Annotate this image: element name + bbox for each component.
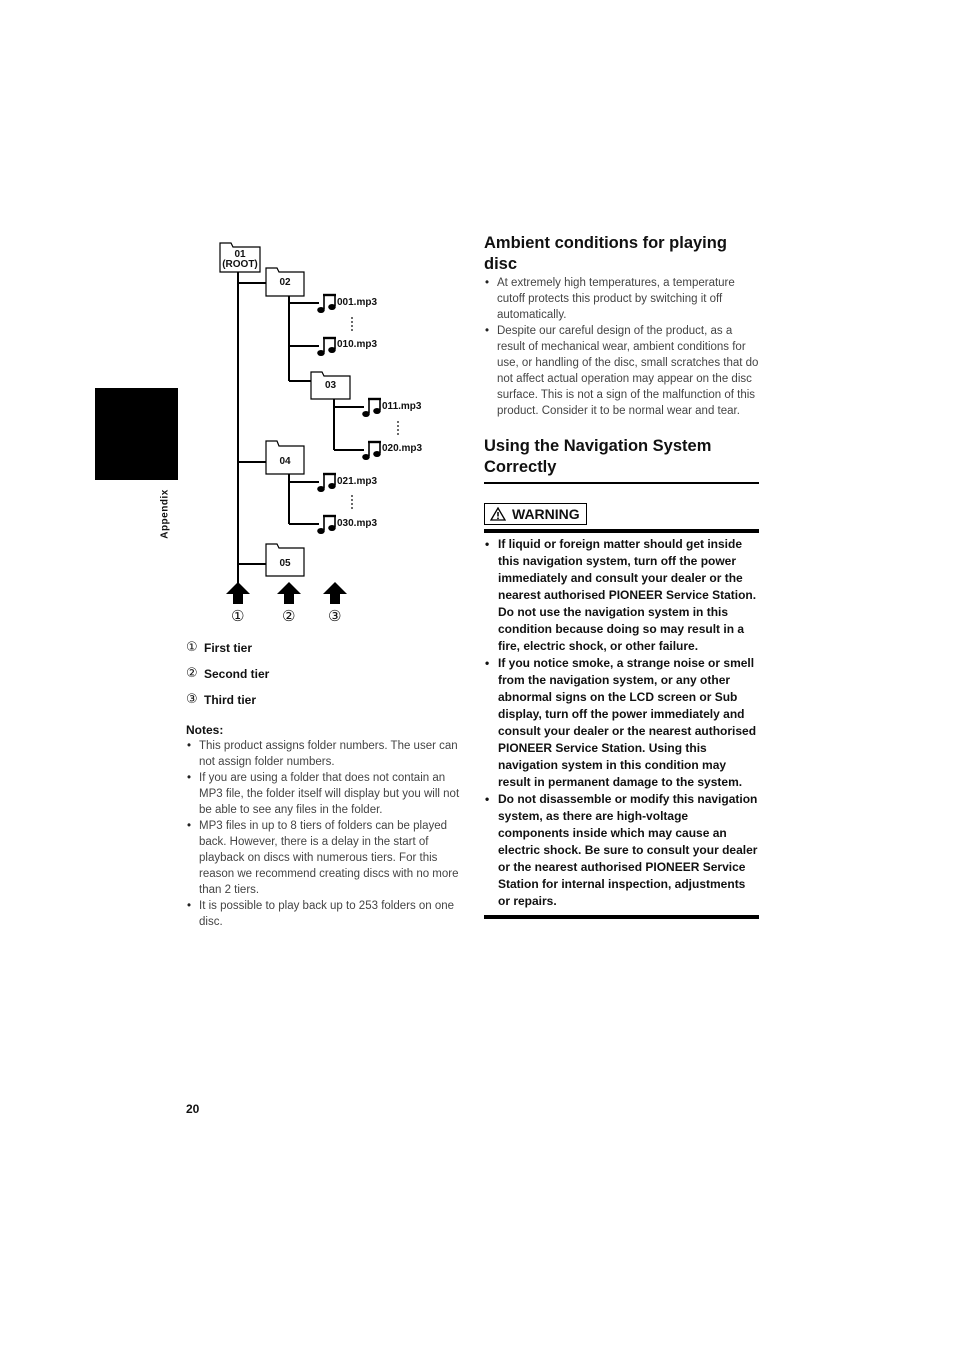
warning-triangle-icon xyxy=(490,507,506,521)
folder-label-02: 02 xyxy=(279,277,291,288)
legend-item xyxy=(186,667,269,693)
tier-marker-2: ② xyxy=(282,607,296,625)
tier-marker-3: ③ xyxy=(328,607,342,625)
legend-label: First tier xyxy=(204,641,253,655)
folder-label-01: 01 xyxy=(234,249,246,260)
appendix-tab xyxy=(95,388,178,480)
ambient-title: Ambient conditions for playing disc xyxy=(484,234,727,273)
folder-label-04: 04 xyxy=(279,456,291,467)
warning-label: WARNING xyxy=(512,506,580,522)
up-arrow-icon xyxy=(277,582,301,604)
title-divider xyxy=(484,482,759,484)
legend-number: ③ xyxy=(186,692,198,707)
navigation-section xyxy=(484,436,759,919)
ambient-item: • At extremely high temperatures, a temperature cutoff protects this product by switching it off automatically. xyxy=(484,275,759,323)
warning-item: • If you notice smoke, a strange noise or smell from the navigation system, or any other abnormal signs on the LCD screen or Sub display, turn off the power immediately and consult your dealer or the nearest authorised PIONEER Service Station. Using this navigation system in this condition may result in permanent damage to the system. xyxy=(484,655,759,791)
note-item: • It is possible to play back up to 253 folders on one disc. xyxy=(186,898,461,930)
note-item: • This product assigns folder numbers. The user can not assign folder numbers. xyxy=(186,738,461,770)
legend-label: Second tier xyxy=(204,667,270,681)
warning-list xyxy=(484,536,759,910)
right-column xyxy=(484,233,759,919)
music-note-icon xyxy=(318,516,336,533)
notes-list xyxy=(186,738,461,930)
page-number: 20 xyxy=(186,1102,200,1116)
warning-item: • If liquid or foreign matter should get inside this navigation system, turn off the power immediately and consult your dealer or the nearest authorised PIONEER Service Station. Do not use the navigation system in this condition because doing so may result in a fire, electric shock, or other failure. xyxy=(484,536,759,655)
note-item: • If you are using a folder that does not contain an MP3 file, the folder itself will display but you will not be able to see any files in the folder. xyxy=(186,770,461,818)
file-label: 020.mp3 xyxy=(382,443,423,454)
file-label: 011.mp3 xyxy=(382,401,422,412)
notes-title: Notes: xyxy=(186,723,224,737)
legend-item xyxy=(186,641,269,667)
appendix-label: Appendix xyxy=(159,489,171,539)
music-note-icon xyxy=(318,474,336,491)
folder-label-root: (ROOT) xyxy=(222,259,258,270)
note-item: • MP3 files in up to 8 tiers of folders can be played back. However, there is a delay in the start of playback on discs with numerous tiers. For this reason we recommend creating discs with no more than 2 tiers. xyxy=(186,818,461,898)
folder-tree-graphic xyxy=(200,230,460,630)
file-label: 030.mp3 xyxy=(337,518,378,529)
ambient-list xyxy=(484,275,759,419)
legend-number: ① xyxy=(186,640,198,655)
legend-number: ② xyxy=(186,666,198,681)
warning-item: • Do not disassemble or modify this navigation system, as there are high-voltage components inside which may cause an electric shock. Be sure to consult your dealer or the nearest authorised PIONEER Service Station for internal inspection, adjustments or repairs. xyxy=(484,791,759,910)
warning-bottom-rule xyxy=(484,915,759,919)
tier-marker-1: ① xyxy=(231,607,245,625)
file-label: 001.mp3 xyxy=(337,297,378,308)
notes-section xyxy=(186,723,461,930)
music-note-icon xyxy=(363,399,381,416)
music-note-icon xyxy=(318,295,336,312)
folder-label-05: 05 xyxy=(279,558,291,569)
up-arrow-icon xyxy=(323,582,347,604)
ambient-item: • Despite our careful design of the product, as a result of mechanical wear, ambient conditions for use, or handling of the disc, small scratches that do not affect actual operation may appear on the disc surface. This is not a sign of the malfunction of this product. Consider it to be normal wear and tear. xyxy=(484,323,759,419)
folder-label-03: 03 xyxy=(324,380,337,391)
legend-item xyxy=(186,693,269,719)
music-note-icon xyxy=(318,338,336,355)
music-note-icon xyxy=(363,442,381,459)
warning-top-rule xyxy=(484,529,759,533)
file-label: 021.mp3 xyxy=(337,476,378,487)
navigation-title: Using the Navigation System Correctly xyxy=(484,437,712,476)
up-arrow-icon xyxy=(226,582,250,604)
warning-badge xyxy=(484,503,587,525)
tier-legend xyxy=(186,641,269,719)
legend-label: Third tier xyxy=(204,693,257,707)
file-label: 010.mp3 xyxy=(337,339,378,350)
folder-tree-diagram xyxy=(200,230,460,630)
